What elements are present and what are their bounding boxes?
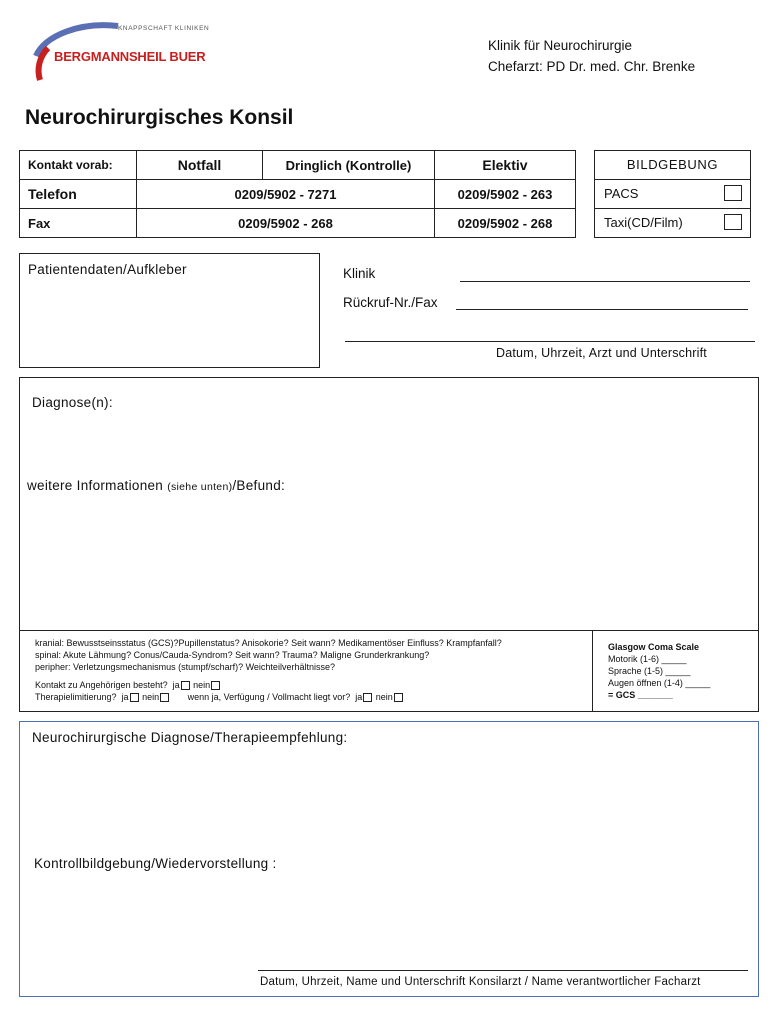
followup-label: Kontrollbildgebung/Wiedervorstellung : xyxy=(34,856,277,871)
taxi-checkbox[interactable] xyxy=(724,214,742,230)
wenn-ja-ja-label: ja xyxy=(355,692,363,702)
contact-header-label: Kontakt vorab: xyxy=(20,151,137,180)
fax-label: Fax xyxy=(20,209,137,238)
kranial-question: kranial: Bewusstseinsstatus (GCS)?Pupillenstatus? Anisokorie? Seit wann? Medikamentöser Einfluss? Krampfanfall? xyxy=(35,638,502,648)
klinik-input[interactable] xyxy=(460,281,750,282)
neuro-diagnosis-label: Neurochirurgische Diagnose/Therapieempfehlung: xyxy=(32,730,348,745)
logo-top-text: KNAPPSCHAFT KLINIKEN xyxy=(118,25,210,32)
fax-urgent: 0209/5902 - 268 xyxy=(137,209,435,238)
pacs-label: PACS xyxy=(604,186,639,201)
questions-divider xyxy=(20,630,758,631)
telefon-urgent: 0209/5902 - 7271 xyxy=(137,180,435,209)
neuro-signature-label: Datum, Uhrzeit, Name und Unterschrift Konsilarzt / Name verantwortlicher Facharzt xyxy=(260,976,701,988)
rueckruf-label: Rückruf-Nr./Fax xyxy=(343,295,438,310)
therapie-row xyxy=(35,691,591,703)
more-info-hint: (siehe unten) xyxy=(167,481,233,493)
gcs-title: Glasgow Coma Scale xyxy=(608,642,700,652)
kontakt-ja-checkbox[interactable] xyxy=(181,681,190,690)
clinic-name: Klinik für Neurochirurgie xyxy=(488,38,633,53)
header-info xyxy=(488,35,695,77)
gcs-block xyxy=(608,641,756,701)
imaging-box xyxy=(594,150,751,238)
diagnosis-box xyxy=(19,377,759,712)
befund-text: /Befund: xyxy=(232,478,286,493)
kontakt-nein-checkbox[interactable] xyxy=(211,681,220,690)
spinal-question: spinal: Akute Lähmung? Conus/Cauda-Syndrom? Seit wann? Trauma? Maligne Grunderkrankung? xyxy=(35,650,430,660)
kontakt-nein-label: nein xyxy=(193,680,211,690)
gcs-sprache: Sprache (1-5) _____ xyxy=(608,666,691,676)
neuro-box xyxy=(19,721,759,997)
wenn-ja-nein-label: nein xyxy=(375,692,393,702)
neuro-signature-line[interactable] xyxy=(258,970,748,971)
patient-data-label: Patientendaten/Aufkleber xyxy=(28,262,187,277)
gcs-motorik: Motorik (1-6) _____ xyxy=(608,654,687,664)
more-info-text: weitere Informationen xyxy=(27,478,164,493)
rueckruf-input[interactable] xyxy=(456,309,748,310)
col-elektiv: Elektiv xyxy=(435,151,576,180)
telefon-elective: 0209/5902 - 263 xyxy=(435,180,576,209)
telefon-label: Telefon xyxy=(20,180,137,209)
logo-name: BERGMANNSHEIL BUER xyxy=(54,49,206,64)
patient-data-box[interactable] xyxy=(19,253,320,368)
wenn-ja-nein-checkbox[interactable] xyxy=(394,693,403,702)
kontakt-ja-label: ja xyxy=(172,680,180,690)
wenn-ja-ja-checkbox[interactable] xyxy=(363,693,372,702)
kontakt-row xyxy=(35,679,591,691)
col-dringlich: Dringlich (Kontrolle) xyxy=(263,151,435,180)
more-info-label xyxy=(27,478,285,493)
fax-elective: 0209/5902 - 268 xyxy=(435,209,576,238)
gcs-total: = GCS _______ xyxy=(608,690,673,700)
diagnosis-label: Diagnose(n): xyxy=(32,395,113,410)
signature-line[interactable] xyxy=(345,341,755,342)
therapie-ja-label: ja xyxy=(121,692,129,702)
wenn-ja-question: wenn ja, Verfügung / Vollmacht liegt vor? xyxy=(187,692,351,702)
taxi-label: Taxi(CD/Film) xyxy=(604,215,683,230)
imaging-row-pacs xyxy=(595,179,750,208)
therapie-question: Therapielimitierung? xyxy=(35,692,117,702)
therapie-nein-label: nein xyxy=(142,692,160,702)
imaging-title: BILDGEBUNG xyxy=(626,157,719,172)
gcs-divider xyxy=(592,630,593,711)
col-notfall: Notfall xyxy=(137,151,263,180)
pacs-checkbox[interactable] xyxy=(724,185,742,201)
peripher-question: peripher: Verletzungsmechanismus (stumpf/scharf)? Weichteilverhältnisse? xyxy=(35,662,335,672)
therapie-ja-checkbox[interactable] xyxy=(130,693,139,702)
contact-table xyxy=(19,150,576,238)
table-row xyxy=(20,209,576,238)
klinik-label: Klinik xyxy=(343,266,376,281)
kontakt-question: Kontakt zu Angehörigen besteht? xyxy=(35,680,168,690)
page-title: Neurochirurgisches Konsil xyxy=(25,106,294,129)
imaging-row-taxi xyxy=(595,208,750,237)
table-row xyxy=(20,151,576,180)
referral-signature-label: Datum, Uhrzeit, Arzt und Unterschrift xyxy=(496,346,707,360)
therapie-nein-checkbox[interactable] xyxy=(160,693,169,702)
questions-block xyxy=(35,637,591,703)
table-row xyxy=(20,180,576,209)
gcs-augen: Augen öffnen (1-4) _____ xyxy=(608,678,711,688)
chief-name: Chefarzt: PD Dr. med. Chr. Brenke xyxy=(488,59,696,74)
